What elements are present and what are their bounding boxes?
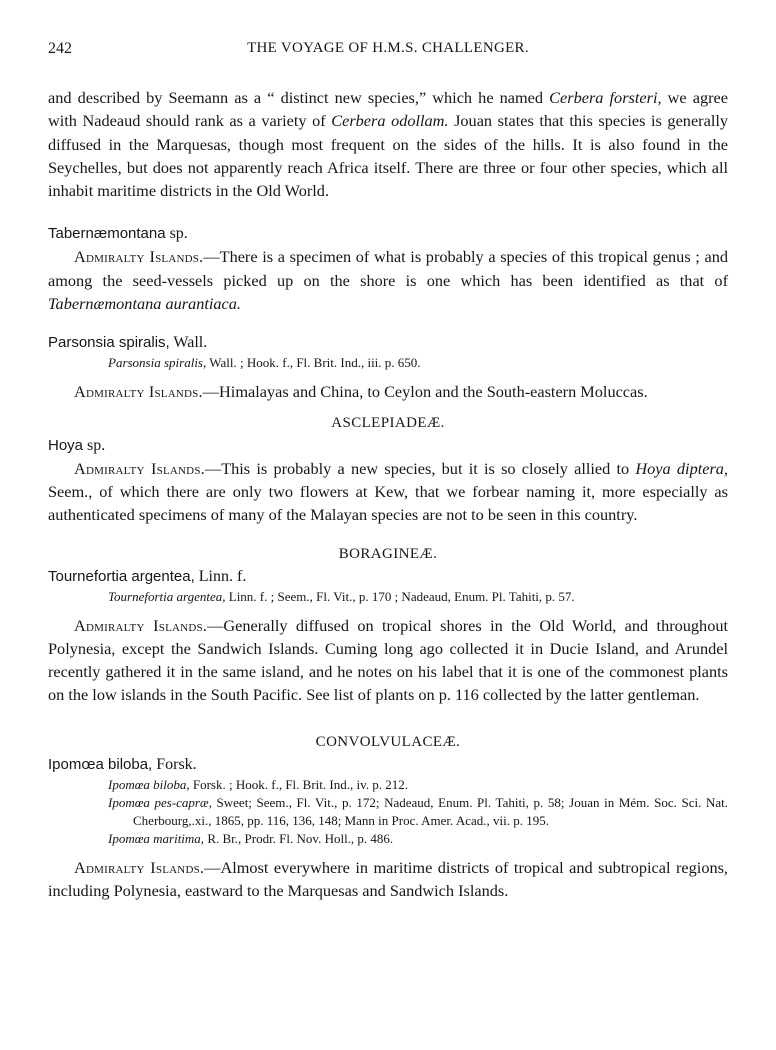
- species-name: Parsonsia spiralis,: [48, 334, 170, 352]
- reference-line: [48, 588, 728, 606]
- reference-line: [48, 354, 728, 372]
- species-paragraph-parsonsia: [48, 380, 728, 403]
- reference-line: [48, 794, 728, 830]
- reference-text: Linn. f. ; Seem., Fl. Vit., p. 170 ; Nadeaud, Enum. Pl. Tahiti, p. 57.: [225, 588, 575, 604]
- locality-label: Admiralty Islands.: [74, 857, 205, 877]
- intro-paragraph: [48, 86, 728, 202]
- locality-label: Admiralty Islands.: [74, 382, 203, 402]
- reference-italic: Tournefortia argentea,: [108, 588, 226, 604]
- reference-list-parsonsia: [48, 354, 728, 372]
- species-authority: sp.: [83, 436, 106, 454]
- species-heading-tabernaemontana: [48, 222, 728, 245]
- species-name: Tournefortia argentea,: [48, 567, 195, 585]
- family-heading-boragineae: BORAGINEÆ.: [338, 545, 438, 562]
- page-body: [48, 86, 728, 902]
- species-paragraph-ipomoea: [48, 856, 728, 903]
- family-heading-convolvulaceae: CONVOLVULACEÆ.: [315, 733, 461, 750]
- reference-italic: Parsonsia spiralis,: [108, 355, 207, 371]
- species-heading-parsonsia: [48, 331, 728, 354]
- paragraph-text: —Generally diffused on tropical shores in the Old World, and throughout Polynesia, except the Sandwich Islands. Cuming long ago collected it in Ducie Island, and Arundel recently gathered it in the same island, and he notes on his label that it is one of the commonest plants on the low islands in the South Pacific. See list of plants on p. 116 collected by the latter gentleman.: [48, 615, 728, 705]
- species-paragraph-tabernaemontana: [48, 245, 728, 315]
- reference-text: Wall. ; Hook. f., Fl. Brit. Ind., iii. p. 650.: [206, 355, 421, 371]
- paragraph-italic: Tabernæmontana aurantiaca.: [48, 294, 241, 314]
- species-paragraph-hoya: [48, 457, 728, 527]
- paragraph-text: —Almost everywhere in maritime districts of tropical and subtropical regions, including Polynesia, eastward to the Marquesas and Sandwich Islands.: [48, 857, 729, 901]
- species-authority: Wall.: [169, 334, 208, 352]
- reference-italic: Ipomœa biloba,: [108, 776, 190, 792]
- species-authority: Linn. f.: [194, 567, 247, 585]
- species-name: Hoya: [48, 436, 84, 454]
- paragraph-text: —Himalayas and China, to Ceylon and the South-eastern Moluccas.: [202, 382, 648, 402]
- species-name: Tabernæmontana: [48, 225, 166, 243]
- species-authority: Forsk.: [152, 755, 197, 773]
- species-name: Ipomœa biloba,: [48, 755, 153, 773]
- reference-text: Sweet; Seem., Fl. Vit., p. 172; Nadeaud, Enum. Pl. Tahiti, p. 58; Jouan in Mém. Soc. Sci. Nat. Cherbourg,.xi., 1865, pp. 116, 136, 148; Mann in Proc. Amer. Acad., vii. p. 195.: [133, 794, 729, 828]
- reference-list-ipomoea: [48, 776, 728, 848]
- running-title: THE VOYAGE OF H.M.S. CHALLENGER.: [247, 40, 529, 56]
- locality-label: Admiralty Islands.: [74, 458, 205, 478]
- page-header: [48, 40, 728, 62]
- locality-label: Admiralty Islands.: [74, 247, 204, 267]
- reference-italic: Ipomœa maritima,: [108, 830, 205, 846]
- reference-text: R. Br., Prodr. Fl. Nov. Holl., p. 486.: [204, 830, 394, 846]
- reference-italic: Ipomœa pes-capræ,: [108, 794, 212, 810]
- species-authority: sp.: [165, 225, 188, 243]
- paragraph-text-2: Seem., of which there are only two flowers at Kew, that we forbear naming it, more especially as authenticated specimens of many of the Malayan species are not to be seen in this country.: [48, 481, 728, 525]
- paragraph-text-1: —This is probably a new species, but it is so closely allied to: [204, 458, 636, 478]
- locality-label: Admiralty Islands.: [74, 615, 208, 635]
- reference-list-tournefortia: [48, 588, 728, 606]
- species-heading-hoya: [48, 434, 728, 457]
- reference-line: [48, 776, 728, 794]
- intro-text-2: we agree with Nadeaud should rank as a variety of: [48, 88, 728, 131]
- reference-text: Forsk. ; Hook. f., Fl. Brit. Ind., iv. p. 212.: [189, 776, 408, 792]
- species-heading-ipomoea: [48, 753, 728, 776]
- intro-italic-1: Cerbera forsteri,: [549, 88, 662, 107]
- species-paragraph-tournefortia: [48, 614, 728, 707]
- species-heading-tournefortia: [48, 565, 728, 588]
- family-heading-asclepiadeae: ASCLEPIADEÆ.: [331, 414, 445, 431]
- intro-text-1: and described by Seemann as a “ distinct new species,” which he named: [48, 88, 550, 107]
- paragraph-italic: Hoya diptera,: [635, 458, 729, 478]
- paragraph-text: —There is a specimen of what is probably a species of this tropical genus ; and among the seed-vessels picked up on the shore is one which has been identified as that of: [48, 247, 728, 290]
- intro-text-3: Jouan states that this species is generally diffused in the Marquesas, though most frequent on the sides of the hills. It is also found in the Seychelles, but does not apparently reach Africa itself. There are three or four other species, which all inhabit maritime districts in the Old World.: [48, 111, 729, 201]
- page-number: 242: [48, 40, 72, 57]
- reference-line: [48, 830, 728, 848]
- intro-italic-2: Cerbera odollam.: [331, 111, 449, 131]
